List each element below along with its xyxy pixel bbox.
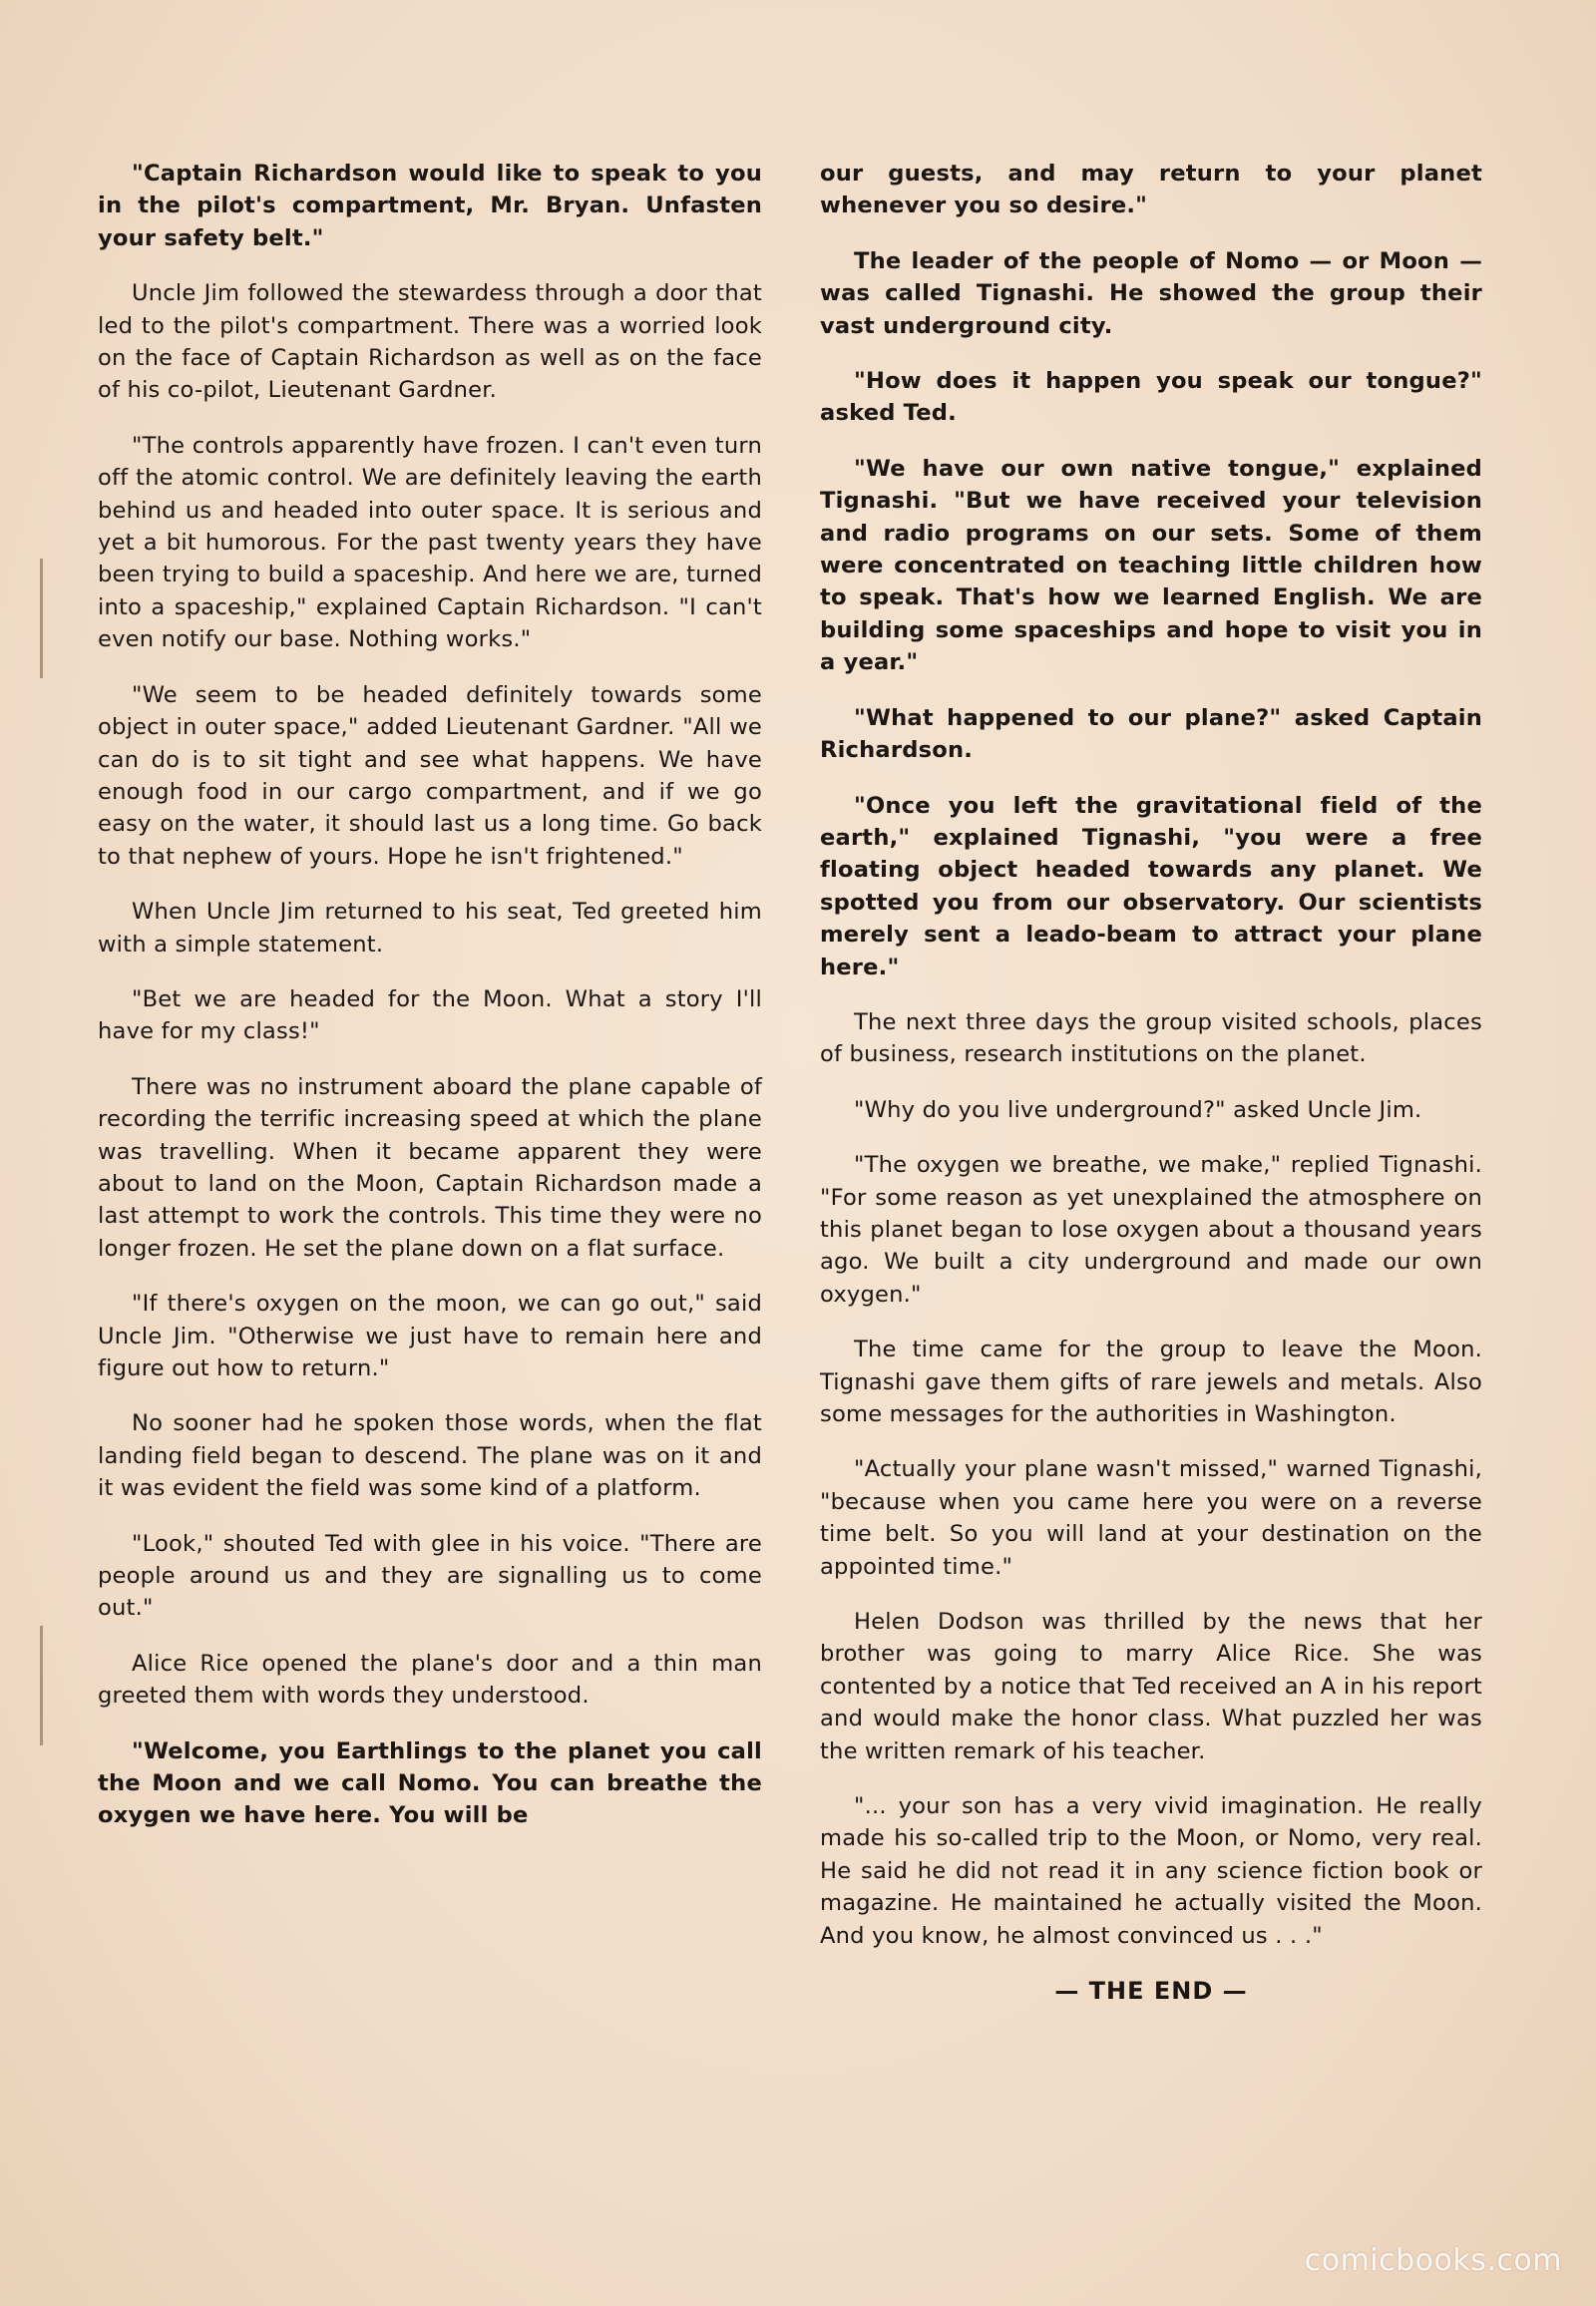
left-text-column	[98, 158, 762, 1855]
story-paragraph: "If there's oxygen on the moon, we can go out," said Uncle Jim. "Otherwise we just have to remain here and figure out how to return."	[98, 1291, 762, 1381]
story-paragraph: Uncle Jim followed the stewardess through a door that led to the pilot's compartment. There was a worried look on the face of Captain Richardson as well as on the face of his co-pilot, Lieutenant Gardner.	[98, 280, 762, 404]
story-paragraph: "Why do you live underground?" asked Uncle Jim.	[854, 1096, 1422, 1123]
story-paragraph: "Look," shouted Ted with glee in his voice. "There are people around us and they are signalling us to come out."	[98, 1530, 762, 1622]
story-paragraph: "Welcome, you Earthlings to the planet you call the Moon and we call Nomo. You can breathe the oxygen we have here. You will be	[98, 1737, 762, 1829]
story-paragraph: The next three days the group visited schools, places of business, research institutions on the planet.	[820, 1008, 1482, 1068]
story-paragraph: "We seem to be headed definitely towards some object in outer space," added Lieutenant Gardner. "All we can do is to sit tight and see what happens. We have enough food in our cargo compartment, and if we go easy on the water, it should last us a long time. Go back to that nephew of yours. Hope he isn't frightened."	[98, 681, 762, 870]
the-end-label: — THE END —	[1054, 1977, 1248, 2006]
story-paragraph: Alice Rice opened the plane's door and a thin man greeted them with words they understood.	[98, 1650, 762, 1710]
right-text-column	[820, 158, 1482, 2031]
watermark: comicbooks.com	[1304, 2243, 1562, 2278]
story-paragraph: There was no instrument aboard the plane capable of recording the terrific increasing speed at which the plane was travelling. When it became apparent they were about to land on the Moon, Captain Richardson made a last attempt to work the controls. This time they were no longer frozen. He set the plane down on a flat surface.	[98, 1073, 762, 1262]
story-paragraph: The leader of the people of Nomo — or Moon — was called Tignashi. He showed the group their vast underground city.	[820, 247, 1482, 339]
story-paragraph: When Uncle Jim returned to his seat, Ted greeted him with a simple statement.	[98, 899, 762, 958]
page-damage-mark	[40, 559, 57, 678]
story-paragraph: "What happened to our plane?" asked Captain Richardson.	[820, 704, 1482, 764]
story-paragraph: "Actually your plane wasn't missed," warned Tignashi, "because when you came here you were on a reverse time belt. So you will land at your destination on the appointed time."	[820, 1456, 1482, 1580]
story-paragraph: "Bet we are headed for the Moon. What a story I'll have for my class!"	[98, 985, 762, 1045]
story-paragraph: "Captain Richardson would like to speak to you in the pilot's compartment, Mr. Bryan. Unfasten your safety belt."	[98, 161, 762, 251]
story-paragraph: "How does it happen you speak our tongue?" asked Ted.	[820, 368, 1482, 427]
story-paragraph: "Once you left the gravitational field of the earth," explained Tignashi, "you were a free floating object headed towards any planet. We spotted you from our observatory. Our scientists merely sent a leado-beam to attract your plane here."	[820, 792, 1482, 980]
story-paragraph: Helen Dodson was thrilled by the news that her brother was going to marry Alice Rice. She was contented by a notice that Ted received an A in his report and would make the honor class. What puzzled her was the written remark of his teacher.	[820, 1609, 1482, 1764]
story-paragraph: "We have our own native tongue," explained Tignashi. "But we have received your television and radio programs on our sets. Some of them were concentrated on teaching little children how to speak. That's how we learned English. We are building some spaceships and hope to visit you in a year."	[820, 455, 1482, 676]
story-paragraph: No sooner had he spoken those words, when the flat landing field began to descend. The plane was on it and it was evident the field was some kind of a platform.	[98, 1410, 762, 1502]
story-paragraph: The time came for the group to leave the Moon. Tignashi gave them gifts of rare jewels and metals. Also some messages for the authorities in Washington.	[820, 1337, 1482, 1427]
story-paragraph: "The oxygen we breathe, we make," replied Tignashi. "For some reason as yet unexplained the atmosphere on this planet began to lose oxygen about a thousand years ago. We built a city underground and made our own oxygen."	[820, 1152, 1482, 1308]
page-damage-mark	[40, 1626, 57, 1745]
story-paragraph: "... your son has a very vivid imagination. He really made his so-called trip to the Moon, or Nomo, very real. He said he did not read it in any science fiction book or magazine. He maintained he actually visited the Moon. And you know, he almost convinced us . . ."	[820, 1793, 1482, 1949]
story-paragraph: our guests, and may return to your planet whenever you so desire."	[820, 161, 1482, 219]
story-paragraph: "The controls apparently have frozen. I can't even turn off the atomic control. We are definitely leaving the earth behind us and headed into outer space. It is serious and yet a bit humorous. For the past twenty years they have been trying to build a spaceship. And here we are, turned into a spaceship," explained Captain Richardson. "I can't even notify our base. Nothing works."	[98, 432, 762, 653]
